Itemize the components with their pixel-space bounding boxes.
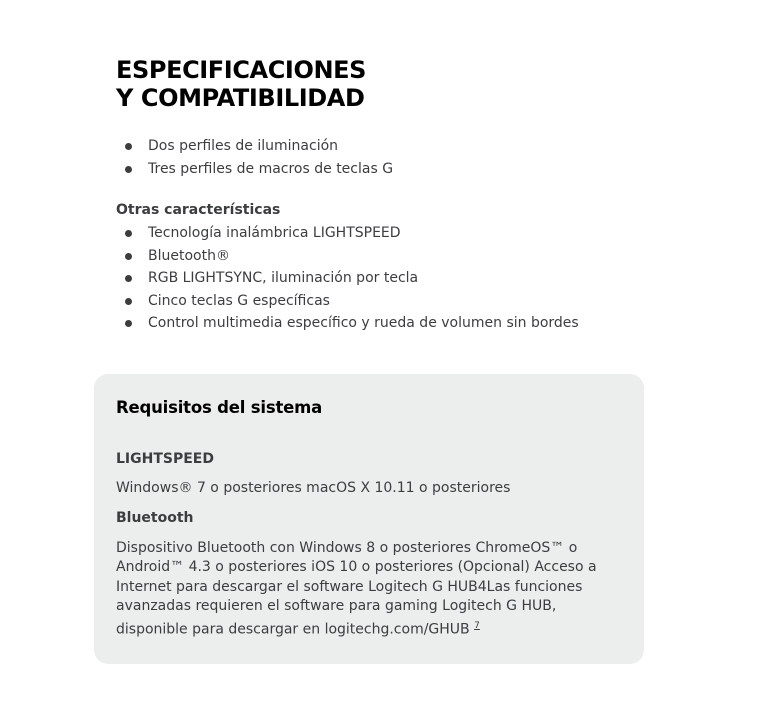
lightspeed-label: LIGHTSPEED [116,451,214,467]
list-item-text: RGB LIGHTSYNC, iluminación por tecla [148,270,419,286]
list-item [116,245,656,268]
bluetooth-requirements [116,539,626,640]
other-features-heading: Otras características [116,202,281,218]
bullet-icon [125,275,132,282]
bullet-icon [125,320,132,327]
bluetooth-label: Bluetooth [116,509,194,526]
list-item [116,222,656,245]
list-item-text: Control multimedia específico y rueda de volumen sin bordes [148,315,579,331]
list-item-text: Cinco teclas G específicas [148,292,330,309]
list-item-text: Tres perfiles de macros de teclas G [148,160,394,177]
list-item [116,312,656,335]
system-requirements-title: Requisitos del sistema [116,398,323,417]
list-item [116,135,656,158]
page-title-line-1: ESPECIFICACIONES [116,56,367,84]
bullet-icon [125,166,132,173]
system-requirements-panel [94,374,644,664]
list-item-text: Dos perfiles de iluminación [148,138,339,154]
footnote-link[interactable]: 7 [474,620,480,631]
list-item-text: Tecnología inalámbrica LIGHTSPEED [148,225,401,241]
bullet-icon [125,143,132,150]
profiles-list [116,135,656,180]
list-item [116,158,656,181]
list-item-text: Bluetooth® [148,247,230,264]
page-title [116,56,656,112]
bullet-icon [125,253,132,260]
lightspeed-requirements-text: Windows® 7 o posteriores macOS X 10.11 o posteriores [116,480,511,496]
bullet-icon [125,298,132,305]
other-features-list [116,222,656,335]
bluetooth-requirements-text: Dispositivo Bluetooth con Windows 8 o posteriores ChromeOS™ o Android™ 4.3 o posteriores iOS 10 o posteriores (Opcional) Acceso a Internet para descargar el software Logitech G HUB4Las funciones avanzadas requieren el software para gaming Logitech G HUB, disponible para descargar en logitechg.com/GHUB [116,539,597,638]
list-item [116,267,656,290]
page-title-line-2: Y COMPATIBILIDAD [116,84,365,112]
list-item [116,290,656,313]
specs-section [116,56,656,335]
bullet-icon [125,230,132,237]
